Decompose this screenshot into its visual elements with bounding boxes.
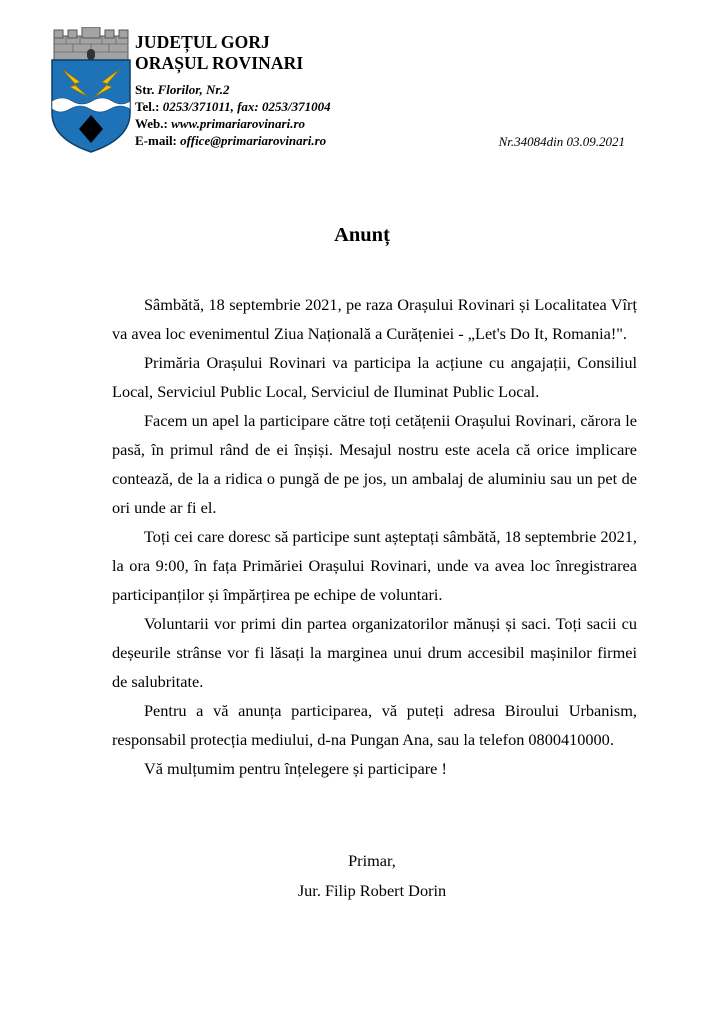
contact-block — [135, 81, 331, 149]
phone-label: Tel.: — [135, 99, 160, 114]
announcement-body — [112, 290, 637, 783]
signatory-role: Primar, — [348, 851, 396, 870]
phone-line — [135, 98, 331, 115]
email-line — [135, 132, 331, 149]
signature-block — [0, 846, 724, 906]
coat-of-arms-icon — [50, 27, 132, 153]
paragraph: Pentru a vă anunța participarea, vă puteți adresa Biroului Urbanism, responsabil protecția mediului, d-na Pungan Ana, sau la telefon 0800410000. — [112, 701, 637, 749]
county-name: JUDEȚUL GORJ — [135, 32, 270, 52]
document-title: Anunț — [334, 224, 390, 246]
address-label: Str. — [135, 82, 155, 97]
paragraph: Toți cei care doresc să participe sunt așteptați sâmbătă, 18 septembrie 2021, la ora 9:00, în fața Primăriei Orașului Rovinari, unde va avea loc înregistrarea participanților și împărțirea pe echipe de voluntari. — [112, 527, 638, 604]
web-label: Web.: — [135, 116, 168, 131]
paragraph: Primăria Orașului Rovinari va participa la acțiune cu angajații, Consiliul Local, Serviciul Public Local, Serviciul de Iluminat Public Local. — [112, 353, 637, 401]
address-value: Florilor, Nr.2 — [157, 82, 230, 97]
web-link[interactable]: www.primariarovinari.ro — [171, 116, 306, 131]
tower-crown — [54, 27, 128, 60]
town-name: ORAȘUL ROVINARI — [135, 52, 304, 73]
phone-value: 0253/371011, fax: 0253/371004 — [162, 99, 331, 114]
web-line — [135, 115, 331, 132]
institution-header — [135, 34, 303, 72]
paragraph: Voluntarii vor primi din partea organizatorilor mănuși și saci. Toți sacii cu deșeurile strânse vor fi lăsați la marginea unui drum accesibil mașinilor firmei de salubritate. — [112, 614, 637, 691]
paragraph: Sâmbătă, 18 septembrie 2021, pe raza Orașului Rovinari și Localitatea Vîrț va avea loc evenimentul Ziua Națională a Curățeniei - „Let's Do It, Romania!". — [112, 295, 637, 343]
email-link[interactable]: office@primariarovinari.ro — [180, 133, 327, 148]
email-label: E-mail: — [135, 133, 177, 148]
paragraph: Facem un apel la participare către toți cetățenii Orașului Rovinari, cărora le pasă, în primul rând de ei înșiși. Mesajul nostru este acela că orice implicare contează, de la a ridica o pungă de pe jos, un ambalaj de aluminiu sau un pet de ori unde ar fi el. — [112, 411, 637, 517]
signatory-name: Jur. Filip Robert Dorin — [297, 881, 447, 900]
address-line — [135, 81, 331, 98]
paragraph: Vă mulțumim pentru înțelegere și participare ! — [144, 759, 447, 778]
registration-number: Nr.34084din 03.09.2021 — [498, 134, 625, 149]
